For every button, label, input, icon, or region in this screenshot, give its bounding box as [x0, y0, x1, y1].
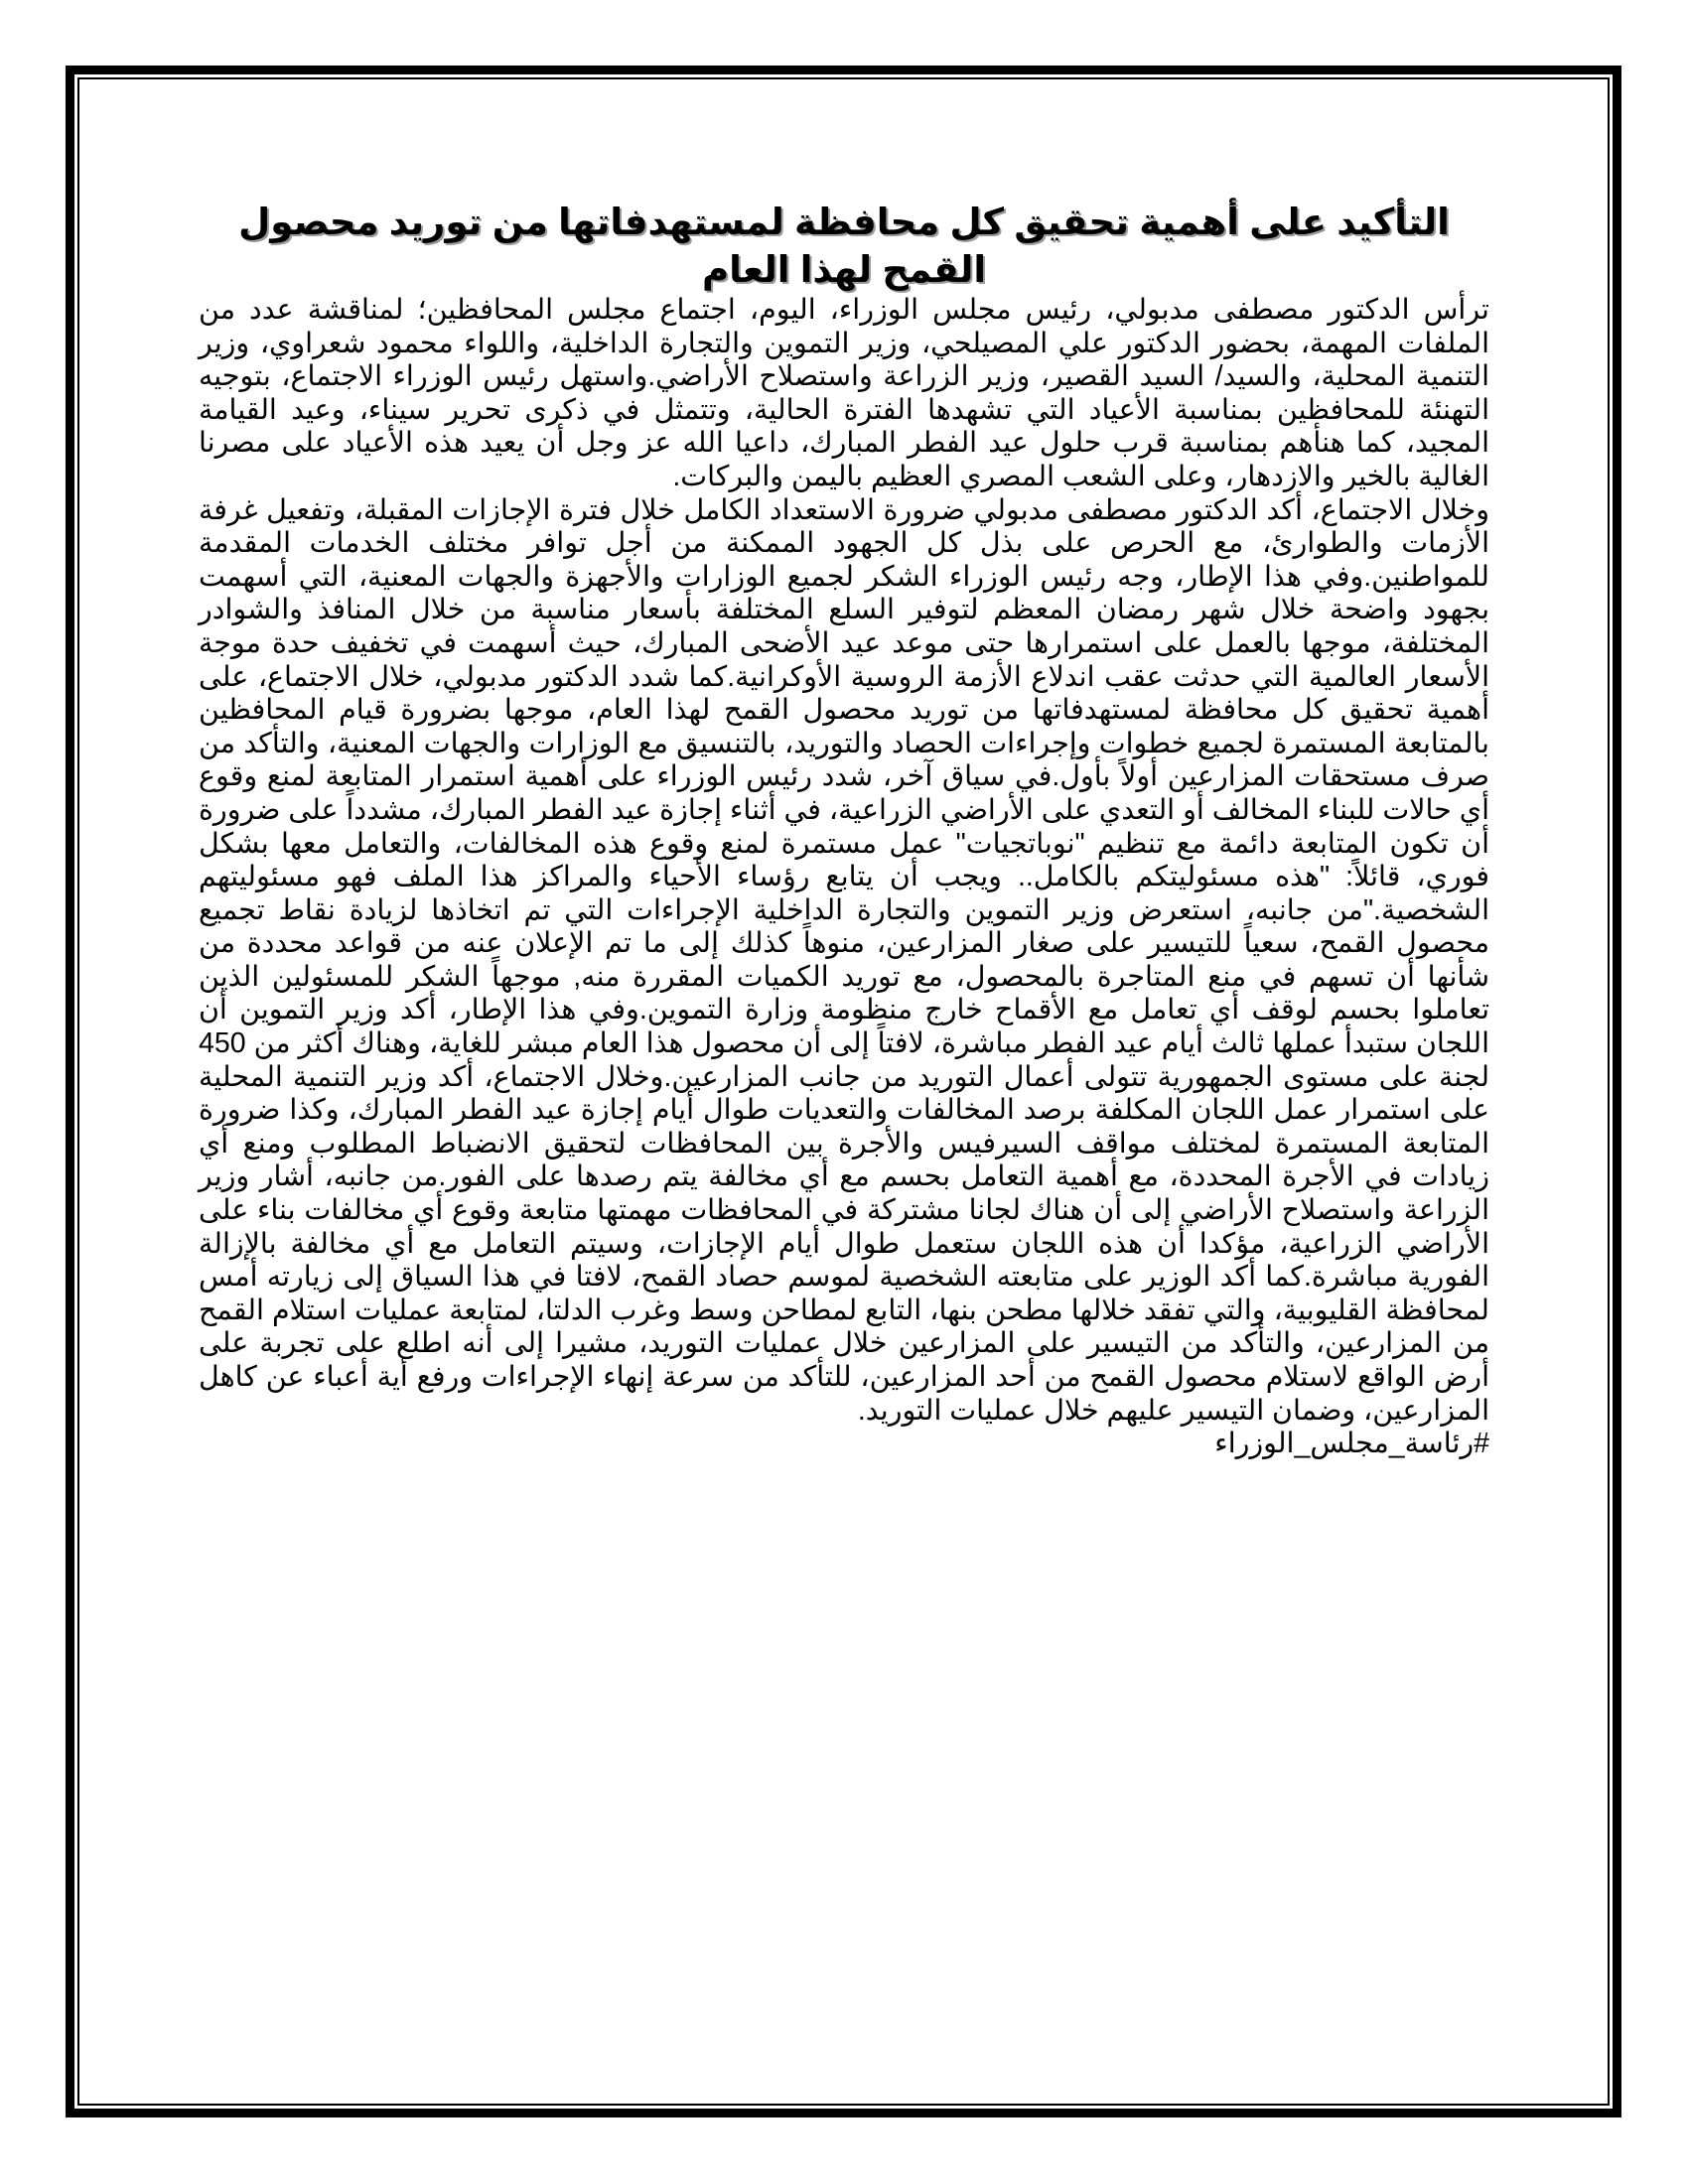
- document-body: [199, 294, 1489, 1428]
- paragraph-intro: ترأس الدكتور مصطفى مدبولي، رئيس مجلس الوزراء، اليوم، اجتماع مجلس المحافظين؛ لمناقشة عدد من الملفات المهمة، بحضور الدكتور علي المصيلحي، وزير التموين والتجارة الداخلية، واللواء محمود شعراوي، وزير التنمية المحلية، والسيد/ السيد القصير، وزير الزراعة واستصلاح الأراضي.واستهل رئيس الوزراء الاجتماع، بتوجيه التهنئة للمحافظين بمناسبة الأعياد التي تشهدها الفترة الحالية، وتتمثل في ذكرى تحرير سيناء، وعيد القيامة المجيد، كما هنأهم بمناسبة قرب حلول عيد الفطر المبارك، داعيا الله عز وجل أن يعيد هذه الأعياد على مصرنا الغالية بالخير والازدهار، وعلى الشعب المصري العظيم باليمن والبركات.: [199, 294, 1489, 492]
- paragraph-main: وخلال الاجتماع، أكد الدكتور مصطفى مدبولي ضرورة الاستعداد الكامل خلال فترة الإجازات المقبلة، وتفعيل غرفة الأزمات والطوارئ، مع الحرص على بذل كل الجهود الممكنة من أجل توافر مختلف الخدمات المقدمة للمواطنين.وفي هذا الإطار، وجه رئيس الوزراء الشكر لجميع الوزارات والأجهزة والجهات المعنية، التي أسهمت بجهود واضحة خلال شهر رمضان المعظم لتوفير السلع المختلفة بأسعار مناسبة من خلال المنافذ والشوادر المختلفة، موجها بالعمل على استمرارها حتى موعد عيد الأضحى المبارك، حيث أسهمت في تخفيف حدة موجة الأسعار العالمية التي حدثت عقب اندلاع الأزمة الروسية الأوكرانية.كما شدد الدكتور مدبولي، خلال الاجتماع، على أهمية تحقيق كل محافظة لمستهدفاتها من توريد محصول القمح لهذا العام، موجها بضرورة قيام المحافظين بالمتابعة المستمرة لجميع خطوات وإجراءات الحصاد والتوريد، بالتنسيق مع الوزارات والجهات المعنية، والتأكد من صرف مستحقات المزارعين أولاً بأول.في سياق آخر، شدد رئيس الوزراء على أهمية استمرار المتابعة لمنع وقوع أي حالات للبناء المخالف أو التعدي على الأراضي الزراعية، في أثناء إجازة عيد الفطر المبارك، مشدداً على ضرورة أن تكون المتابعة دائمة مع تنظيم "نوباتجيات" عمل مستمرة لمنع وقوع هذه المخالفات، والتعامل معها بشكل فوري، قائلاً: "هذه مسئوليتكم بالكامل.. ويجب أن يتابع رؤساء الأحياء والمراكز هذا الملف فهو مسئوليتهم الشخصية."من جانبه، استعرض وزير التموين والتجارة الداخلية الإجراءات التي تم اتخاذها لزيادة نقاط تجميع محصول القمح، سعياً للتيسير على صغار المزارعين، منوهاً كذلك إلى ما تم الإعلان عنه من قواعد محددة من شأنها أن تسهم في منع المتاجرة بالمحصول، مع توريد الكميات المقررة منه, موجهاً الشكر للمسئولين الذين تعاملوا بحسم لوقف أي تعامل مع الأقماح خارج منظومة وزارة التموين.وفي هذا الإطار، أكد وزير التموين أن اللجان ستبدأ عملها ثالث أيام عيد الفطر مباشرة، لافتاً إلى أن محصول هذا العام مبشر للغاية، وهناك أكثر من 450 لجنة على مستوى الجمهورية تتولى أعمال التوريد من جانب المزارعين.وخلال الاجتماع، أكد وزير التنمية المحلية على استمرار عمل اللجان المكلفة برصد المخالفات والتعديات طوال أيام إجازة عيد الفطر المبارك، وكذا ضرورة المتابعة المستمرة لمختلف مواقف السيرفيس والأجرة بين المحافظات لتحقيق الانضباط المطلوب ومنع أي زيادات في الأجرة المحددة، مع أهمية التعامل بحسم مع أي مخالفة يتم رصدها على الفور.من جانبه، أشار وزير الزراعة واستصلاح الأراضي إلى أن هناك لجانا مشتركة في المحافظات مهمتها متابعة وقوع أي مخالفات بناء على الأراضي الزراعية، مؤكدا أن هذه اللجان ستعمل طوال أيام الإجازات، وسيتم التعامل مع أي مخالفة بالإزالة الفورية مباشرة.كما أكد الوزير على متابعته الشخصية لموسم حصاد القمح، لافتا في هذا السياق إلى زيارته أمس لمحافظة القليوبية، والتي تفقد خلالها مطحن بنها، التابع لمطاحن وسط وغرب الدلتا، لمتابعة عمليات استلام القمح من المزارعين، والتأكد من التيسير على المزارعين خلال عمليات التوريد، مشيرا إلى أنه اطلع على تجربة على أرض الواقع لاستلام محصول القمح من أحد المزارعين، للتأكد من سرعة إنهاء الإجراءات ورفع أية أعباء عن كاهل المزارعين، وضمان التيسير عليهم خلال عمليات التوريد.: [199, 493, 1489, 1427]
- document-title: التأكيد على أهمية تحقيق كل محافظة لمستهدفاتها من توريد محصول القمح لهذا العام: [238, 202, 1450, 290]
- hashtag: #رئاسة_مجلس_الوزراء: [1214, 1428, 1489, 1460]
- document-content: [199, 199, 1489, 1461]
